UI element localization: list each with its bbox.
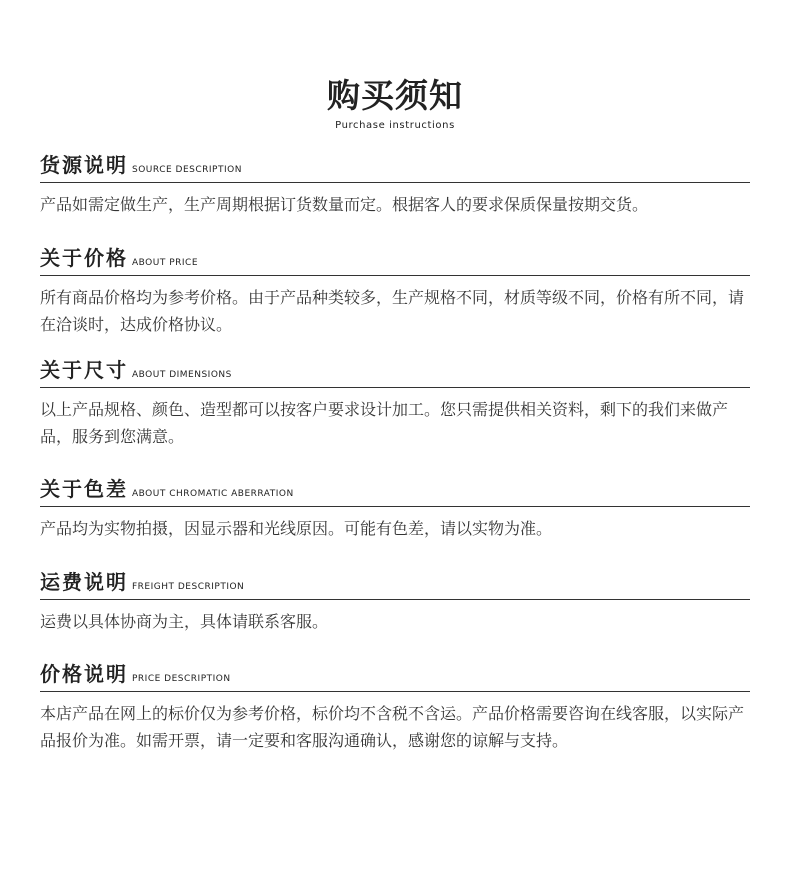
section-about-chromatic-aberration bbox=[40, 474, 750, 542]
section-divider bbox=[40, 506, 750, 507]
section-heading bbox=[40, 243, 750, 273]
section-body: 以上产品规格、颜色、造型都可以按客户要求设计加工。您只需提供相关资料，剩下的我们来做产品，服务到您满意。 bbox=[40, 400, 729, 446]
section-subtitle: ABOUT PRICE bbox=[132, 258, 199, 268]
section-title: 关于色差 bbox=[40, 477, 128, 501]
section-title: 关于价格 bbox=[40, 246, 128, 270]
section-body: 产品均为实物拍摄，因显示器和光线原因。可能有色差，请以实物为准。 bbox=[40, 519, 553, 538]
section-title: 关于尺寸 bbox=[40, 358, 128, 382]
section-freight-description bbox=[40, 567, 750, 635]
section-title: 货源说明 bbox=[40, 153, 128, 177]
page-header bbox=[0, 76, 790, 133]
section-about-price bbox=[40, 243, 750, 338]
section-divider bbox=[40, 182, 750, 183]
section-body: 本店产品在网上的标价仅为参考价格，标价均不含税不含运。产品价格需要咨询在线客服，以实际产品报价为准。如需开票，请一定要和客服沟通确认，感谢您的谅解与支持。 bbox=[40, 704, 745, 750]
section-heading bbox=[40, 474, 750, 504]
section-source-description bbox=[40, 150, 750, 218]
section-divider bbox=[40, 691, 750, 692]
section-heading bbox=[40, 567, 750, 597]
section-body: 所有商品价格均为参考价格。由于产品种类较多，生产规格不同，材质等级不同，价格有所不同，请在洽谈时，达成价格协议。 bbox=[40, 288, 745, 334]
section-subtitle: PRICE DESCRIPTION bbox=[132, 674, 231, 684]
page-title: 购买须知 bbox=[327, 76, 463, 115]
section-title: 价格说明 bbox=[40, 662, 128, 686]
section-heading bbox=[40, 355, 750, 385]
section-divider bbox=[40, 599, 750, 600]
section-body: 产品如需定做生产，生产周期根据订货数量而定。根据客人的要求保质保量按期交货。 bbox=[40, 195, 649, 214]
section-subtitle: ABOUT DIMENSIONS bbox=[132, 370, 232, 380]
section-title: 运费说明 bbox=[40, 570, 128, 594]
section-divider bbox=[40, 275, 750, 276]
section-heading bbox=[40, 659, 750, 689]
section-subtitle: FREIGHT DESCRIPTION bbox=[132, 582, 245, 592]
section-heading bbox=[40, 150, 750, 180]
section-price-description bbox=[40, 659, 750, 754]
page-subtitle: Purchase instructions bbox=[335, 120, 455, 131]
section-subtitle: ABOUT CHROMATIC ABERRATION bbox=[132, 489, 294, 499]
section-body: 运费以具体协商为主，具体请联系客服。 bbox=[40, 612, 329, 631]
section-subtitle: SOURCE DESCRIPTION bbox=[132, 165, 242, 175]
section-divider bbox=[40, 387, 750, 388]
section-about-dimensions bbox=[40, 355, 750, 450]
